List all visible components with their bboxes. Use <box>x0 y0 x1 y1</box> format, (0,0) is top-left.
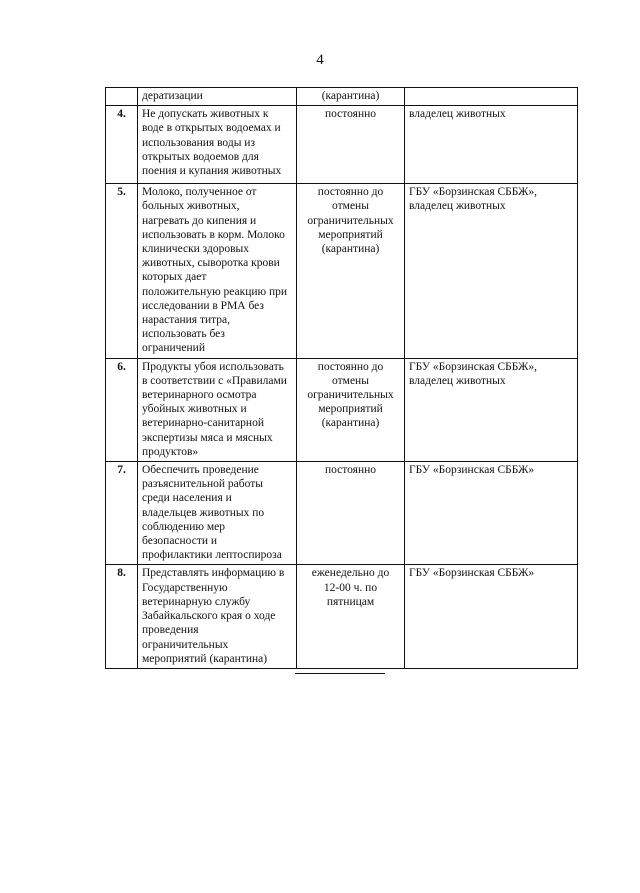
table-row-continuation <box>106 88 578 106</box>
responsible-cell: ГБУ «Борзинская СББЖ» <box>405 462 578 565</box>
action-cell: Молоко, полученное от больных животных, нагревать до кипения и использовать в корм. Молоко клинически здоровых животных, сыворотка крови которых дает положительную реакцию при исследовании в РМА без нарастания титра, использовать без ограничений <box>138 184 297 358</box>
action-cell: Обеспечить проведение разъяснительной работы среди населения и владельцев животных по соблюдению мер безопасности и профилактики лептоспироза <box>138 462 297 565</box>
table-row <box>106 184 578 358</box>
row-number-cell: 4. <box>106 106 138 184</box>
closing-divider-line <box>295 673 385 674</box>
responsible-cell: владелец животных <box>405 106 578 184</box>
term-cell: еженедельно до 12-00 ч. по пятницам <box>297 565 405 668</box>
row-number-cell: 8. <box>106 565 138 668</box>
row-number-cell: 5. <box>106 184 138 358</box>
action-cell: Не допускать животных к воде в открытых водоемах и использования воды из открытых водоемов для поения и купания животных <box>138 106 297 184</box>
table-row <box>106 358 578 461</box>
term-cell: постоянно до отмены ограничительных мероприятий (карантина) <box>297 184 405 358</box>
action-cell: дератизации <box>138 88 297 106</box>
responsible-cell: ГБУ «Борзинская СББЖ» <box>405 565 578 668</box>
action-cell: Продукты убоя использовать в соответствии с «Правилами ветеринарного осмотра убойных животных и ветеринарно-санитарной экспертизы мяса и мясных продуктов» <box>138 358 297 461</box>
table-row <box>106 106 578 184</box>
responsible-cell <box>405 88 578 106</box>
page-number: 4 <box>316 52 324 68</box>
measures-table <box>105 87 578 669</box>
term-cell: постоянно <box>297 106 405 184</box>
term-cell: постоянно <box>297 462 405 565</box>
term-cell: (карантина) <box>297 88 405 106</box>
term-cell: постоянно до отмены ограничительных мероприятий (карантина) <box>297 358 405 461</box>
table-row <box>106 462 578 565</box>
row-number-cell <box>106 88 138 106</box>
responsible-cell: ГБУ «Борзинская СББЖ», владелец животных <box>405 184 578 358</box>
row-number-cell: 6. <box>106 358 138 461</box>
row-number-cell: 7. <box>106 462 138 565</box>
responsible-cell: ГБУ «Борзинская СББЖ», владелец животных <box>405 358 578 461</box>
table-row <box>106 565 578 668</box>
action-cell: Представлять информацию в Государственную ветеринарную службу Забайкальского края о ходе проведения ограничительных мероприятий (карантина) <box>138 565 297 668</box>
